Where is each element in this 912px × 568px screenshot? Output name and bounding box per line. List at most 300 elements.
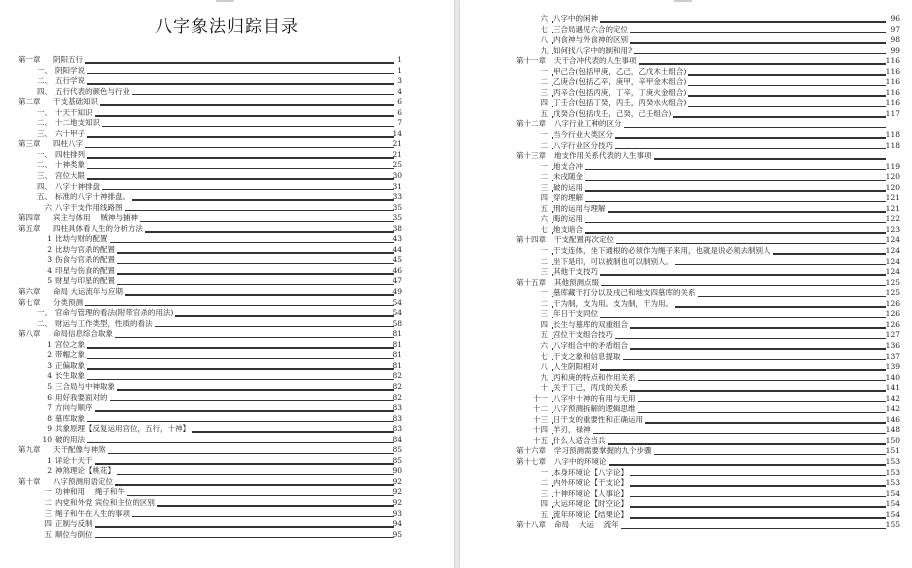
toc-entry-label: 绳子和牛在人生的事项 — [55, 508, 130, 518]
toc-entry-number: 八 — [530, 362, 548, 373]
toc-leader-line — [56, 421, 394, 423]
toc-entry-number: 三、 — [37, 171, 52, 181]
toc-entry-label: 五行代表的颜色与行业 — [55, 86, 130, 96]
toc-leader-line — [552, 274, 886, 276]
toc-chapter-entry[interactable] — [460, 151, 912, 162]
toc-chapter-entry[interactable] — [0, 287, 454, 298]
toc-entry-label: 本身环境论【八字论】 — [553, 467, 628, 477]
toc-entry-number: 5 — [36, 276, 52, 287]
toc-chapter-entry[interactable] — [460, 520, 912, 531]
toc-entry-label: 内党和外党 宾位和主位的区别 — [55, 497, 155, 507]
toc-entry-number: 一 — [36, 487, 52, 498]
toc-section-entry[interactable] — [460, 320, 912, 331]
toc-section-entry[interactable] — [0, 182, 454, 193]
toc-section-entry[interactable] — [460, 436, 912, 447]
toc-entry-number: 第五章 — [18, 224, 58, 235]
toc-page-number: 82 — [392, 392, 402, 402]
toc-entry-label: 比劫与财的配置 — [55, 234, 108, 244]
toc-entry-number: 二 — [36, 498, 52, 509]
toc-section-entry[interactable] — [0, 509, 454, 520]
toc-section-entry[interactable] — [460, 14, 912, 25]
toc-leader-line — [552, 222, 886, 224]
toc-entry-number: 一、 — [37, 107, 52, 117]
toc-entry-number: 第六章 — [18, 287, 58, 298]
toc-section-entry[interactable] — [0, 129, 454, 140]
toc-entry-label: 日干支的重要性和正确运用 — [553, 414, 643, 424]
toc-entry-label: 刑的运用与理解 — [553, 203, 606, 213]
toc-leader-line — [56, 358, 394, 360]
toc-page-number: 124 — [885, 267, 900, 277]
toc-entry-label: 丙和庚的特点和作用关系 — [553, 372, 636, 382]
toc-entry-label: 八字中的闲神 — [553, 14, 598, 23]
toc-entry-label: 伤食与官杀的配置 — [55, 255, 115, 265]
toc-section-entry[interactable] — [460, 499, 912, 510]
toc-page-number: 96 — [890, 14, 900, 23]
toc-entry-label: 学习预测需要掌握的九个步骤 — [554, 446, 652, 456]
toc-section-entry[interactable] — [0, 466, 454, 477]
toc-page-number: 92 — [392, 487, 402, 497]
toc-entry-label: 丁壬合(包括丁癸，丙壬，丙癸水火组合) — [553, 98, 687, 108]
toc-leader-line — [552, 201, 886, 203]
toc-leader-line — [56, 463, 394, 465]
toc-entry-label: 乙庚合(包括乙辛，庚甲，辛甲金木组合) — [553, 77, 687, 87]
toc-leader-line — [56, 83, 394, 85]
toc-entry-number: 一、 — [37, 149, 52, 159]
toc-section-entry[interactable] — [460, 362, 912, 373]
toc-section-entry[interactable] — [460, 299, 912, 310]
toc-section-entry[interactable] — [0, 340, 454, 351]
toc-page-number: 148 — [885, 425, 900, 435]
toc-page-number: 35 — [392, 202, 402, 212]
toc-entry-label: 干支之象和信息提取 — [553, 351, 621, 361]
toc-leader-line — [56, 368, 394, 370]
toc-leader-line — [56, 178, 394, 180]
toc-page-number: 116 — [885, 66, 900, 76]
toc-entry-label: 八字行业区分技巧 — [553, 140, 613, 150]
toc-entry-label: 共象原理【反复运用宫位，五行，十神】 — [55, 424, 190, 434]
toc-section-entry[interactable] — [0, 319, 454, 330]
toc-page-number: 153 — [885, 467, 900, 477]
toc-page-number: 119 — [885, 161, 900, 171]
toc-entry-number: 四 — [530, 320, 548, 331]
toc-chapter-entry[interactable] — [0, 445, 454, 456]
toc-section-entry[interactable] — [0, 171, 454, 182]
toc-entry-number: 二 — [530, 172, 548, 183]
toc-entry-number: 三 — [36, 509, 52, 520]
toc-section-entry[interactable] — [0, 245, 454, 256]
toc-page-number: 126 — [885, 319, 900, 329]
toc-entry-number: 9 — [36, 424, 52, 435]
toc-entry-number: 第十四章 — [516, 235, 560, 246]
toc-entry-label: 八字干支作用线路图 — [55, 202, 123, 212]
toc-chapter-entry[interactable] — [0, 477, 454, 488]
toc-section-entry[interactable] — [0, 234, 454, 245]
toc-section-entry[interactable] — [460, 489, 912, 500]
toc-page-number: 92 — [392, 476, 402, 486]
toc-chapter-entry[interactable] — [0, 224, 454, 235]
toc-section-entry[interactable] — [0, 498, 454, 509]
toc-section-entry[interactable] — [460, 330, 912, 341]
toc-section-entry[interactable] — [460, 257, 912, 268]
toc-section-entry[interactable] — [0, 361, 454, 372]
toc-leader-line — [56, 168, 394, 170]
toc-section-entry[interactable] — [0, 414, 454, 425]
toc-section-entry[interactable] — [460, 46, 912, 57]
toc-entry-label: 长生取象 — [55, 371, 85, 381]
toc-chapter-entry[interactable] — [460, 56, 912, 67]
toc-entry-number: 2 — [36, 245, 52, 256]
toc-entry-number: 第十七章 — [516, 457, 560, 468]
toc-entry-label: 官命与管理的看法(附带官杀的用法) — [55, 308, 174, 318]
toc-page-number: 124 — [885, 235, 900, 245]
toc-entry-number: 6 — [36, 393, 52, 404]
toc-page-number: 83 — [392, 403, 402, 413]
toc-page-number: 137 — [885, 351, 900, 361]
toc-section-entry[interactable] — [460, 341, 912, 352]
toc-page-number: 117 — [885, 108, 900, 118]
toc-entry-number: 二、 — [37, 160, 52, 170]
toc-section-entry[interactable] — [0, 276, 454, 287]
toc-section-entry[interactable] — [0, 76, 454, 87]
toc-entry-label: 四柱具体看人生的分析方法 — [53, 223, 143, 233]
toc-section-entry[interactable] — [0, 108, 454, 119]
toc-chapter-entry[interactable] — [460, 235, 912, 246]
toc-page-number: 83 — [392, 413, 402, 423]
binding-mark — [674, 0, 692, 7]
toc-page-number: 81 — [392, 360, 402, 370]
toc-section-entry[interactable] — [460, 246, 912, 257]
toc-leader-line — [552, 180, 886, 182]
toc-leader-line — [56, 347, 394, 349]
toc-section-entry[interactable] — [0, 87, 454, 98]
toc-page-number: 6 — [397, 97, 402, 107]
toc-section-entry[interactable] — [460, 130, 912, 141]
toc-page-number: 124 — [885, 246, 900, 256]
toc-page-number: 1 — [397, 55, 402, 64]
toc-page-right — [460, 0, 912, 568]
toc-entry-number: 五 — [530, 109, 548, 120]
toc-entry-number: 二 — [530, 257, 548, 268]
toc-entry-number: 四 — [36, 519, 52, 530]
toc-entry-label: 命局 大运流年与应期 — [53, 287, 123, 297]
toc-entry-number: 一 — [530, 288, 548, 299]
toc-section-entry[interactable] — [0, 519, 454, 530]
toc-page-number: 151 — [885, 446, 900, 456]
toc-section-entry[interactable] — [460, 204, 912, 215]
toc-entry-label: 墓库藏干打分以及戌己和地支四墓库的关系 — [553, 288, 696, 298]
toc-section-entry[interactable] — [0, 192, 454, 203]
toc-entry-label: 宫位大限 — [55, 171, 85, 181]
toc-entry-number: 二、 — [37, 118, 52, 128]
toc-entry-label: 分类预测 — [53, 297, 83, 307]
toc-entry-number: 二、 — [37, 76, 52, 86]
toc-page-number: 94 — [392, 519, 402, 529]
toc-section-entry[interactable] — [460, 77, 912, 88]
toc-section-entry[interactable] — [0, 118, 454, 129]
toc-chapter-entry[interactable] — [0, 329, 454, 340]
toc-entry-label: 干支配置再次定位 — [554, 235, 614, 245]
toc-chapter-entry[interactable] — [460, 446, 912, 457]
toc-entry-number: 2 — [36, 466, 52, 477]
toc-section-entry[interactable] — [460, 373, 912, 384]
toc-section-entry[interactable] — [0, 487, 454, 498]
toc-entry-number: 六 — [530, 341, 548, 352]
toc-page-number: 142 — [885, 393, 900, 403]
toc-entry-label: 关于丁己，丙戊的关系 — [553, 383, 628, 393]
toc-page-number: 95 — [392, 529, 402, 539]
toc-leader-line — [56, 73, 394, 75]
toc-entry-number: 五 — [36, 530, 52, 541]
toc-section-entry[interactable] — [460, 288, 912, 299]
toc-entry-number: 三 — [530, 183, 548, 194]
toc-entry-label: 用好我要面对的 — [55, 392, 108, 402]
toc-page-number: 14 — [392, 128, 402, 138]
toc-entry-number: 五 — [530, 204, 548, 215]
toc-page-number: 21 — [392, 139, 402, 149]
toc-entry-label: 其他干支技巧 — [553, 267, 598, 277]
toc-entry-number: 九 — [530, 46, 548, 57]
toc-page-number: 54 — [392, 308, 402, 318]
toc-chapter-entry[interactable] — [0, 298, 454, 309]
toc-page-number: 124 — [885, 256, 900, 266]
toc-section-entry[interactable] — [460, 415, 912, 426]
toc-entry-label: 八字行业工种的区分 — [554, 119, 622, 129]
toc-entry-label: 四柱排列 — [55, 149, 85, 159]
toc-section-entry[interactable] — [0, 530, 454, 541]
toc-entry-label: 破的运用 — [553, 182, 583, 192]
toc-chapter-entry[interactable] — [0, 139, 454, 150]
toc-entry-number: 二、 — [37, 318, 52, 328]
toc-section-entry[interactable] — [0, 203, 454, 214]
toc-section-entry[interactable] — [460, 183, 912, 194]
toc-leader-line — [56, 410, 394, 412]
toc-entry-number: 五 — [530, 330, 548, 341]
toc-entry-label: 五行学说 — [55, 76, 85, 86]
toc-entry-label: 坐下是印，可以被制也可以制别人。 — [553, 256, 673, 266]
toc-entry-number: 三 — [530, 88, 548, 99]
toc-entry-number: 2 — [36, 350, 52, 361]
toc-section-entry[interactable] — [0, 150, 454, 161]
toc-section-entry[interactable] — [0, 371, 454, 382]
toc-page-number: 121 — [885, 203, 900, 213]
toc-entry-label: 天干配像与神煞 — [53, 445, 106, 455]
toc-section-entry[interactable] — [460, 172, 912, 183]
toc-section-entry[interactable] — [0, 255, 454, 266]
toc-page-number: 126 — [885, 309, 900, 319]
toc-section-entry[interactable] — [0, 66, 454, 77]
toc-leader-line — [552, 169, 886, 171]
toc-entry-label: 地支作用关系代表的人生事项 — [554, 151, 652, 161]
toc-entry-number: 五、 — [37, 192, 52, 202]
toc-leader-line — [56, 526, 394, 528]
toc-entry-number: 一、 — [37, 308, 52, 318]
toc-entry-number: 二 — [530, 77, 548, 88]
toc-page-number: 85 — [392, 455, 402, 465]
toc-page-number: 4 — [397, 86, 402, 96]
toc-section-entry[interactable] — [0, 435, 454, 446]
toc-page-number: 30 — [392, 171, 402, 181]
toc-page-number: 54 — [392, 297, 402, 307]
toc-section-entry[interactable] — [460, 478, 912, 489]
toc-section-entry[interactable] — [460, 352, 912, 363]
toc-entry-number: 第八章 — [18, 329, 58, 340]
toc-entry-label: 宾主与体用 贼神与捕神 — [53, 213, 138, 223]
toc-entry-label: 十二地支知识 — [55, 118, 100, 128]
toc-section-entry[interactable] — [460, 394, 912, 405]
toc-section-entry[interactable] — [460, 510, 912, 521]
toc-entry-number: 第七章 — [18, 298, 58, 309]
toc-entry-label: 干支连体，坐下通根的必须作为绳子来用，也就是说必须去制别人 — [553, 246, 771, 256]
toc-entry-label: 比劫与官杀的配置 — [55, 244, 115, 254]
toc-entry-label: 顺位与倒位 — [55, 529, 93, 539]
toc-entry-number: 十四 — [530, 425, 548, 436]
toc-section-entry[interactable] — [460, 141, 912, 152]
toc-entry-number: 第十章 — [18, 477, 58, 488]
toc-page-number: 154 — [885, 499, 900, 509]
toc-entry-number: 一 — [530, 246, 548, 257]
toc-entry-label: 标准的八字十神排盘。 — [55, 192, 130, 202]
toc-entry-number: 五 — [530, 510, 548, 521]
toc-section-entry[interactable] — [0, 424, 454, 435]
toc-entry-number: 第十八章 — [516, 520, 560, 531]
toc-entry-label: 穿的理解 — [553, 193, 583, 203]
toc-entry-number: 第十三章 — [516, 151, 560, 162]
toc-entry-number: 四、 — [37, 181, 52, 191]
toc-entry-label: 财运与工作类型，性质的看法 — [55, 318, 153, 328]
toc-entry-label: 正制与反制 — [55, 519, 93, 529]
toc-section-entry[interactable] — [460, 193, 912, 204]
toc-entry-number: 第十五章 — [516, 278, 560, 289]
toc-section-entry[interactable] — [460, 425, 912, 436]
toc-entry-label: 人生阴阳相对 — [553, 362, 598, 372]
toc-page-number: 120 — [885, 182, 900, 192]
toc-entry-label: 三合局遇见六合的定位 — [553, 24, 628, 34]
toc-section-entry[interactable] — [0, 382, 454, 393]
toc-section-entry[interactable] — [460, 88, 912, 99]
toc-section-entry[interactable] — [460, 267, 912, 278]
toc-leader-line — [56, 147, 394, 149]
toc-entry-label: 流年环境论【结果论】 — [553, 509, 628, 519]
toc-section-entry[interactable] — [460, 25, 912, 36]
toc-entry-label: 干支基础知识 — [53, 97, 98, 107]
toc-section-entry[interactable] — [460, 404, 912, 415]
toc-page-number: 81 — [392, 329, 402, 339]
toc-entry-number: 二 — [530, 478, 548, 489]
toc-page-number: 31 — [392, 181, 402, 191]
toc-leader-line — [56, 157, 394, 159]
toc-entry-label: 如何找八字中的制和用? — [553, 45, 633, 55]
toc-leader-line — [56, 136, 394, 138]
toc-section-entry[interactable] — [460, 67, 912, 78]
toc-page-number: 46 — [392, 265, 402, 275]
toc-page-number: 99 — [890, 45, 900, 55]
toc-entry-number: 七 — [530, 25, 548, 36]
toc-entry-number: 十五 — [530, 436, 548, 447]
toc-list-left — [0, 55, 454, 540]
toc-entry-number: 六 — [36, 203, 52, 214]
toc-page-number: 45 — [392, 255, 402, 265]
toc-entry-label: 破的用法 — [55, 434, 85, 444]
toc-section-entry[interactable] — [460, 98, 912, 109]
toc-entry-number: 第一章 — [18, 55, 58, 66]
toc-entry-label: 方向与顺序 — [55, 403, 93, 413]
toc-entry-number: 十二 — [530, 404, 548, 415]
toc-entry-label: 功神和用 绳子和牛 — [55, 487, 125, 497]
toc-leader-line — [56, 537, 394, 539]
toc-entry-label: 十天干知识 — [55, 107, 93, 117]
toc-entry-number: 3 — [36, 361, 52, 372]
toc-list-right — [460, 14, 912, 531]
toc-section-entry[interactable] — [460, 109, 912, 120]
toc-section-entry[interactable] — [0, 403, 454, 414]
toc-entry-label: 地支暗合 — [553, 224, 583, 234]
toc-entry-label: 丙辛合(包括丙庚，丁辛，丁庚火金组合) — [553, 87, 687, 97]
toc-entry-label: 八字十神排盘 — [55, 181, 100, 191]
toc-section-entry[interactable] — [0, 456, 454, 467]
toc-entry-number: 六 — [530, 214, 548, 225]
toc-chapter-entry[interactable] — [0, 55, 454, 66]
toc-section-entry[interactable] — [460, 225, 912, 236]
toc-entry-label: 未戌随金 — [553, 172, 583, 182]
toc-entry-number: 一 — [530, 162, 548, 173]
toc-section-entry[interactable] — [0, 393, 454, 404]
toc-section-entry[interactable] — [460, 383, 912, 394]
toc-entry-number: 二 — [530, 299, 548, 310]
toc-entry-number: 四 — [530, 193, 548, 204]
toc-chapter-entry[interactable] — [0, 97, 454, 108]
toc-page-number: 136 — [885, 340, 900, 350]
toc-entry-label: 三合局与中神取象 — [55, 381, 115, 391]
toc-chapter-entry[interactable] — [0, 213, 454, 224]
toc-entry-label: 内食神与外食神的区别 — [553, 35, 628, 45]
toc-page-number: 123 — [885, 224, 900, 234]
toc-entry-label: 长生与墓库的双重组合 — [553, 319, 628, 329]
toc-chapter-entry[interactable] — [460, 457, 912, 468]
toc-section-entry[interactable] — [460, 214, 912, 225]
toc-entry-label: 阴阳学说 — [55, 65, 85, 75]
toc-entry-number: 4 — [36, 371, 52, 382]
toc-page-number: 118 — [885, 140, 900, 150]
toc-entry-label: 羊刃，禄神 — [553, 425, 591, 435]
toc-leader-line — [552, 21, 886, 23]
toc-section-entry[interactable] — [460, 35, 912, 46]
toc-section-entry[interactable] — [0, 266, 454, 277]
toc-entry-label: 晦的运用 — [553, 214, 583, 224]
toc-section-entry[interactable] — [460, 162, 912, 173]
toc-page-number: 7 — [397, 118, 402, 128]
toc-page-number: 98 — [890, 35, 900, 45]
toc-leader-line — [56, 126, 394, 128]
toc-section-entry[interactable] — [0, 350, 454, 361]
toc-section-entry[interactable] — [0, 308, 454, 319]
toc-entry-label: 天干合冲代表的人生事项 — [554, 56, 637, 66]
toc-page-left — [0, 0, 454, 568]
toc-page-number: 1 — [397, 65, 402, 75]
toc-entry-number: 第三章 — [18, 139, 58, 150]
toc-chapter-entry[interactable] — [460, 278, 912, 289]
toc-section-entry[interactable] — [460, 468, 912, 479]
toc-leader-line — [56, 104, 394, 106]
toc-page-number: 141 — [885, 383, 900, 393]
toc-page-number: 82 — [392, 371, 402, 381]
toc-section-entry[interactable] — [0, 160, 454, 171]
toc-chapter-entry[interactable] — [460, 119, 912, 130]
toc-page-number: 116 — [885, 87, 900, 97]
toc-section-entry[interactable] — [460, 309, 912, 320]
toc-entry-number: 七 — [530, 225, 548, 236]
toc-page-number: 90 — [392, 466, 402, 476]
toc-leader-line — [552, 285, 886, 287]
